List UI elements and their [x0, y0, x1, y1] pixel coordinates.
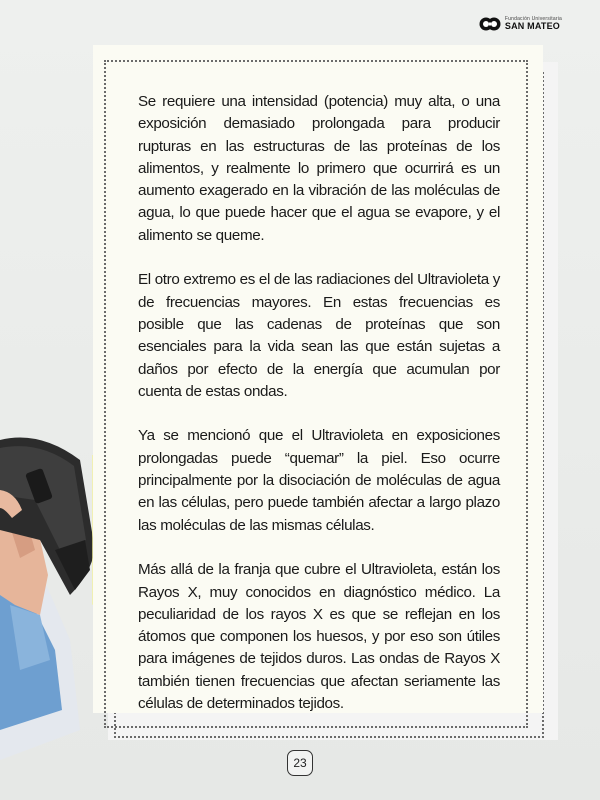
paragraph-4: Más allá de la franja que cubre el Ultravioleta, están los Rayos X, muy conocidos en diagnóstico médico. La peculiaridad de los rayos X es que se reflejan en los átomos que componen los huesos, y por eso son útiles para imágenes de tejidos duros. Las ondas de Rayos X también tienen frecuencias que afectan seriamente las células de determinados tejidos.: [138, 561, 500, 713]
logo-title: SAN MATEO: [504, 21, 561, 31]
body-text: [138, 91, 500, 738]
logo-text: [505, 17, 562, 31]
logo-mark-icon: [479, 14, 501, 34]
logo-subtitle: Fundación Universitaria: [504, 16, 562, 22]
paragraph-1: Se requiere una intensidad (potencia) muy alta, o una exposición demasiado prolongada para producir rupturas en las estructuras de las proteínas de los alimentos, y realmente lo primero que ocurrirá es un aumento exagerado en la vibración de las moléculas de agua, lo que puede hacer que el agua se evapore, y el alimento se queme.: [138, 93, 500, 244]
page-number: 23: [287, 750, 313, 776]
brand-logo: [479, 14, 562, 34]
paragraph-3: Ya se mencionó que el Ultravioleta en exposiciones prolongadas puede “quemar” la piel. Eso ocurre principalmente por la disociación de moléculas de agua en las células, pero puede también afectar a largo plazo las moléculas de las mismas células.: [138, 427, 500, 534]
paragraph-2: El otro extremo es el de las radiaciones del Ultravioleta y de frecuencias mayores. En estas frecuencias es posible que las cadenas de proteínas que son esenciales para la vida sean las que están sujetas a daños por efecto de la energía que acumulan por cuenta de estas ondas.: [138, 271, 500, 400]
